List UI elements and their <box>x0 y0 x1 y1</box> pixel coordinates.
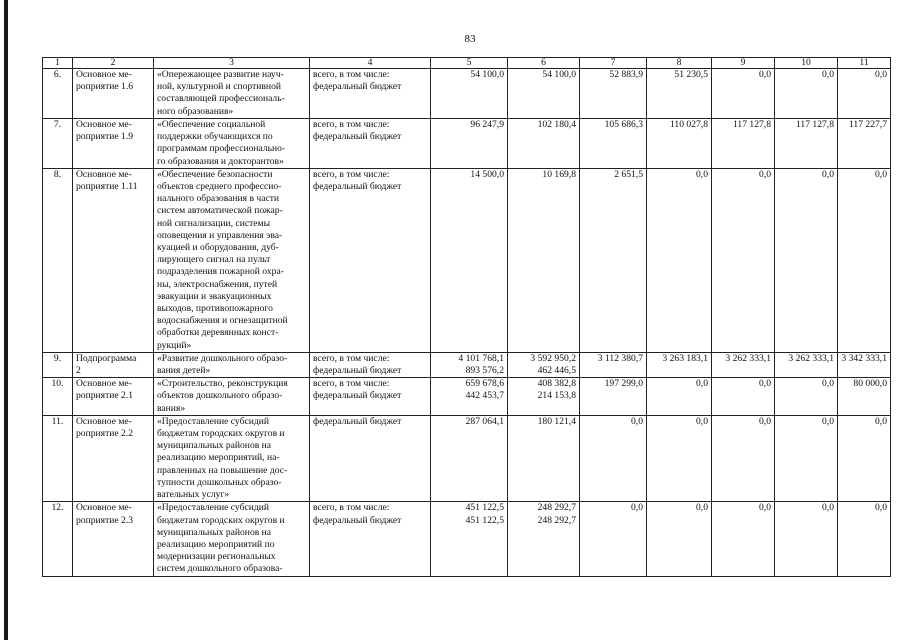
activity-title-line: объектов дошкольного образо- <box>157 390 283 402</box>
amount-value: 0,0 <box>759 378 771 390</box>
amount-value: 0,0 <box>759 415 771 427</box>
amount-value: 287 064,1 <box>465 415 504 427</box>
activity-title-line: куацией и оборудования, дуб- <box>157 242 279 254</box>
activity-title <box>154 168 310 352</box>
header-cell: 7 <box>580 58 647 69</box>
amount-value: 197 299,0 <box>604 378 643 390</box>
activity-name-line: Подпрограмма <box>76 352 137 364</box>
activity-name <box>73 69 154 119</box>
activity-title-line: водоснабжения и огнезащитной <box>157 315 288 327</box>
activity-title-line: ной, культурной и спортивной <box>157 81 281 93</box>
amount-value: 214 153,8 <box>537 390 576 402</box>
amount-value: 54 100,0 <box>470 69 504 80</box>
activity-name-line: роприятие 2.1 <box>76 390 134 402</box>
activity-title <box>154 378 310 416</box>
funding-source-label: федеральный бюджет <box>313 514 402 526</box>
amount-value: 110 027,8 <box>669 119 708 130</box>
activity-name-line: роприятие 1.11 <box>76 181 138 193</box>
funding-source <box>310 168 431 352</box>
funding-source-label: федеральный бюджет <box>313 365 402 377</box>
activity-title <box>154 69 310 119</box>
amount-value: 52 883,9 <box>609 69 643 80</box>
amount-value: 102 180,4 <box>537 119 576 130</box>
scan-edge-bar <box>4 0 8 640</box>
activity-title-line: модернизации региональных <box>157 551 276 563</box>
amount-cell <box>508 69 580 119</box>
amount-value: 4 101 768,1 <box>458 352 504 364</box>
activity-name <box>73 352 154 377</box>
amount-value: 105 686,3 <box>604 119 643 130</box>
activity-title-line: лирующего сигнал на пульт <box>157 254 271 266</box>
activity-title-line: вания» <box>157 402 186 414</box>
funding-source <box>310 415 431 501</box>
amount-cell <box>712 119 775 169</box>
activity-title-line: оповещения и управления эва- <box>157 229 283 241</box>
amount-cell <box>647 378 712 416</box>
activity-title-line: рукций» <box>157 339 192 351</box>
amount-cell <box>431 119 508 169</box>
amount-value: 408 382,8 <box>537 378 576 390</box>
amount-cell <box>775 352 838 377</box>
activity-title-line: «Обеспечение социальной <box>157 119 266 130</box>
amount-value: 0,0 <box>696 378 708 390</box>
amount-value: 451 122,5 <box>465 514 504 526</box>
amount-value: 248 292,7 <box>537 514 576 526</box>
amount-value: 0,0 <box>696 168 708 180</box>
header-cell: 8 <box>647 58 712 69</box>
activity-title <box>154 502 310 576</box>
amount-value: 3 262 333,1 <box>788 352 834 364</box>
activity-title <box>154 119 310 169</box>
amount-value: 442 453,7 <box>465 390 504 402</box>
header-cell: 6 <box>508 58 580 69</box>
activity-title <box>154 415 310 501</box>
activity-name-line: Основное ме- <box>76 415 132 427</box>
amount-value: 3 262 333,1 <box>725 352 771 364</box>
amount-cell <box>838 168 891 352</box>
amount-value: 3 342 333,1 <box>841 352 887 364</box>
header-cell: 10 <box>775 58 838 69</box>
amount-value: 893 576,2 <box>465 365 504 377</box>
activity-title-line: «Предоставление субсидий <box>157 502 269 514</box>
amount-cell <box>580 69 647 119</box>
amount-cell <box>647 415 712 501</box>
funding-source-label: всего, в том числе: <box>313 378 390 390</box>
amount-cell <box>775 378 838 416</box>
funding-source-label: всего, в том числе: <box>313 119 390 130</box>
amount-value: 0,0 <box>631 502 643 514</box>
activity-name-line: Основное ме- <box>76 502 132 514</box>
amount-value: 0,0 <box>696 502 708 514</box>
amount-cell <box>712 415 775 501</box>
amount-value: 117 227,7 <box>848 119 887 130</box>
activity-title-line: бюджетам городских округов и <box>157 514 285 526</box>
amount-value: 14 500,0 <box>470 168 504 180</box>
activity-name-line: Основное ме- <box>76 168 132 180</box>
funding-source-label: всего, в том числе: <box>313 352 390 364</box>
amount-cell <box>712 168 775 352</box>
activity-name <box>73 415 154 501</box>
amount-value: 0,0 <box>822 168 834 180</box>
activity-title-line: объектов среднего профессио- <box>157 181 282 193</box>
activity-title-line: обработки деревянных конст- <box>157 327 279 339</box>
amount-value: 180 121,4 <box>537 415 576 427</box>
activity-name-line: роприятие 2.2 <box>76 428 134 440</box>
amount-cell <box>712 69 775 119</box>
activity-name <box>73 378 154 416</box>
amount-cell <box>508 119 580 169</box>
activity-name-line: Основное ме- <box>76 119 132 130</box>
amount-value: 80 000,0 <box>853 378 887 390</box>
activity-title-line: «Развитие дошкольного образо- <box>157 352 288 364</box>
page-number: 83 <box>464 33 476 45</box>
amount-value: 96 247,9 <box>470 119 504 130</box>
funding-source <box>310 378 431 416</box>
amount-cell <box>508 378 580 416</box>
funding-source-label: всего, в том числе: <box>313 502 390 514</box>
amount-value: 0,0 <box>875 415 887 427</box>
activity-name <box>73 168 154 352</box>
amount-value: 0,0 <box>822 502 834 514</box>
amount-value: 451 122,5 <box>465 502 504 514</box>
header-cell: 9 <box>712 58 775 69</box>
amount-cell <box>647 502 712 576</box>
amount-cell <box>775 502 838 576</box>
header-cell: 3 <box>154 58 310 69</box>
activity-title-line: поддержки обучающихся по <box>157 131 273 143</box>
header-cell: 4 <box>310 58 431 69</box>
funding-source <box>310 69 431 119</box>
amount-cell <box>508 168 580 352</box>
activity-title-line: тупности дошкольных образо- <box>157 476 282 488</box>
amount-value: 248 292,7 <box>537 502 576 514</box>
amount-cell <box>838 502 891 576</box>
activity-title-line: «Обеспечение безопасности <box>157 168 273 180</box>
activity-title-line: систем дошкольного образова- <box>157 563 283 575</box>
activity-title-line: эвакуации и эвакуационных <box>157 290 272 302</box>
activity-name-line: Основное ме- <box>76 378 132 390</box>
header-cell: 1 <box>43 58 73 69</box>
table-row <box>43 502 891 576</box>
amount-cell <box>838 119 891 169</box>
budget-table <box>42 57 891 577</box>
activity-title-line: вания детей» <box>157 365 211 377</box>
amount-value: 54 100,0 <box>542 69 576 80</box>
amount-cell <box>431 168 508 352</box>
row-number: 9. <box>43 352 73 377</box>
activity-name-line: роприятие 1.6 <box>76 81 134 93</box>
activity-title-line: реализацию мероприятий, на- <box>157 452 280 464</box>
amount-value: 10 169,8 <box>542 168 576 180</box>
activity-name-line: роприятие 1.9 <box>76 131 134 143</box>
funding-source <box>310 119 431 169</box>
funding-source-label: федеральный бюджет <box>313 181 402 193</box>
amount-cell <box>838 378 891 416</box>
activity-title-line: ного образования» <box>157 105 234 117</box>
amount-cell <box>580 352 647 377</box>
amount-cell <box>712 502 775 576</box>
amount-cell <box>712 378 775 416</box>
activity-title-line: го образования и докторантов» <box>157 155 284 167</box>
amount-cell <box>647 69 712 119</box>
header-cell: 11 <box>838 58 891 69</box>
amount-value: 0,0 <box>822 378 834 390</box>
amount-value: 0,0 <box>875 69 887 80</box>
header-cell: 2 <box>73 58 154 69</box>
amount-value: 0,0 <box>759 168 771 180</box>
row-number: 8. <box>43 168 73 352</box>
header-row <box>43 58 891 69</box>
activity-title-line: составляющей профессиональ- <box>157 93 285 105</box>
row-number: 10. <box>43 378 73 416</box>
amount-cell <box>580 168 647 352</box>
table-row <box>43 119 891 169</box>
table-row <box>43 168 891 352</box>
amount-cell <box>508 352 580 377</box>
amount-value: 0,0 <box>822 415 834 427</box>
amount-value: 2 651,5 <box>614 168 643 180</box>
activity-title-line: вательных услуг» <box>157 489 230 501</box>
funding-source-label: всего, в том числе: <box>313 69 390 80</box>
amount-cell <box>712 352 775 377</box>
amount-value: 117 127,8 <box>732 119 771 130</box>
row-number: 7. <box>43 119 73 169</box>
funding-source-label: федеральный бюджет <box>313 81 402 93</box>
amount-cell <box>508 415 580 501</box>
funding-source-label: всего, в том числе: <box>313 168 390 180</box>
activity-name <box>73 502 154 576</box>
amount-cell <box>838 415 891 501</box>
activity-title-line: «Предоставление субсидий <box>157 415 269 427</box>
table-row <box>43 378 891 416</box>
amount-value: 0,0 <box>875 168 887 180</box>
amount-cell <box>431 502 508 576</box>
header-cell: 5 <box>431 58 508 69</box>
amount-cell <box>647 119 712 169</box>
amount-cell <box>647 352 712 377</box>
table-row <box>43 352 891 377</box>
amount-value: 0,0 <box>875 502 887 514</box>
amount-cell <box>647 168 712 352</box>
activity-title-line: выходов, противопожарного <box>157 303 273 315</box>
activity-title-line: реализацию мероприятий по <box>157 538 275 550</box>
activity-title-line: «Опережающее развитие науч- <box>157 69 284 80</box>
amount-cell <box>775 415 838 501</box>
activity-title-line: муниципальных районов на <box>157 440 272 452</box>
activity-title-line: бюджетам городских округов и <box>157 428 285 440</box>
activity-title-line: подразделения пожарной охра- <box>157 266 284 278</box>
activity-name <box>73 119 154 169</box>
activity-title-line: систем автоматической пожар- <box>157 205 283 217</box>
amount-cell <box>838 69 891 119</box>
amount-value: 0,0 <box>759 502 771 514</box>
amount-cell <box>508 502 580 576</box>
funding-source-label: федеральный бюджет <box>313 131 402 143</box>
amount-cell <box>431 415 508 501</box>
amount-cell <box>431 378 508 416</box>
amount-cell <box>775 69 838 119</box>
activity-title-line: программам профессионально- <box>157 143 286 155</box>
funding-source-label: федеральный бюджет <box>313 390 402 402</box>
activity-title-line: муниципальных районов на <box>157 526 272 538</box>
amount-cell <box>580 119 647 169</box>
amount-cell <box>775 168 838 352</box>
activity-title-line: «Строительство, реконструкция <box>157 378 288 390</box>
activity-name-line: Основное ме- <box>76 69 132 80</box>
amount-cell <box>580 378 647 416</box>
amount-value: 3 263 183,1 <box>662 352 708 364</box>
table-row <box>43 415 891 501</box>
amount-value: 0,0 <box>631 415 643 427</box>
amount-cell <box>580 415 647 501</box>
amount-value: 117 127,8 <box>795 119 834 130</box>
amount-value: 51 230,5 <box>674 69 708 80</box>
amount-value: 659 678,6 <box>465 378 504 390</box>
amount-value: 3 592 950,2 <box>530 352 576 364</box>
funding-source-label: федеральный бюджет <box>313 415 402 427</box>
activity-name-line: 2 <box>76 365 81 377</box>
activity-title-line: ны, электроснабжения, путей <box>157 278 278 290</box>
amount-cell <box>431 352 508 377</box>
amount-value: 0,0 <box>696 415 708 427</box>
funding-source <box>310 352 431 377</box>
activity-title-line: нального образования в части <box>157 193 280 205</box>
activity-title <box>154 352 310 377</box>
activity-title-line: правленных на повышение дос- <box>157 464 288 476</box>
amount-value: 0,0 <box>759 69 771 80</box>
row-number: 12. <box>43 502 73 576</box>
amount-value: 462 446,5 <box>537 365 576 377</box>
amount-value: 0,0 <box>822 69 834 80</box>
amount-cell <box>580 502 647 576</box>
amount-value: 3 112 380,7 <box>597 352 643 364</box>
table-row <box>43 69 891 119</box>
row-number: 11. <box>43 415 73 501</box>
amount-cell <box>775 119 838 169</box>
amount-cell <box>838 352 891 377</box>
amount-cell <box>431 69 508 119</box>
funding-source <box>310 502 431 576</box>
row-number: 6. <box>43 69 73 119</box>
activity-title-line: ной сигнализации, системы <box>157 217 271 229</box>
activity-name-line: роприятие 2.3 <box>76 514 134 526</box>
